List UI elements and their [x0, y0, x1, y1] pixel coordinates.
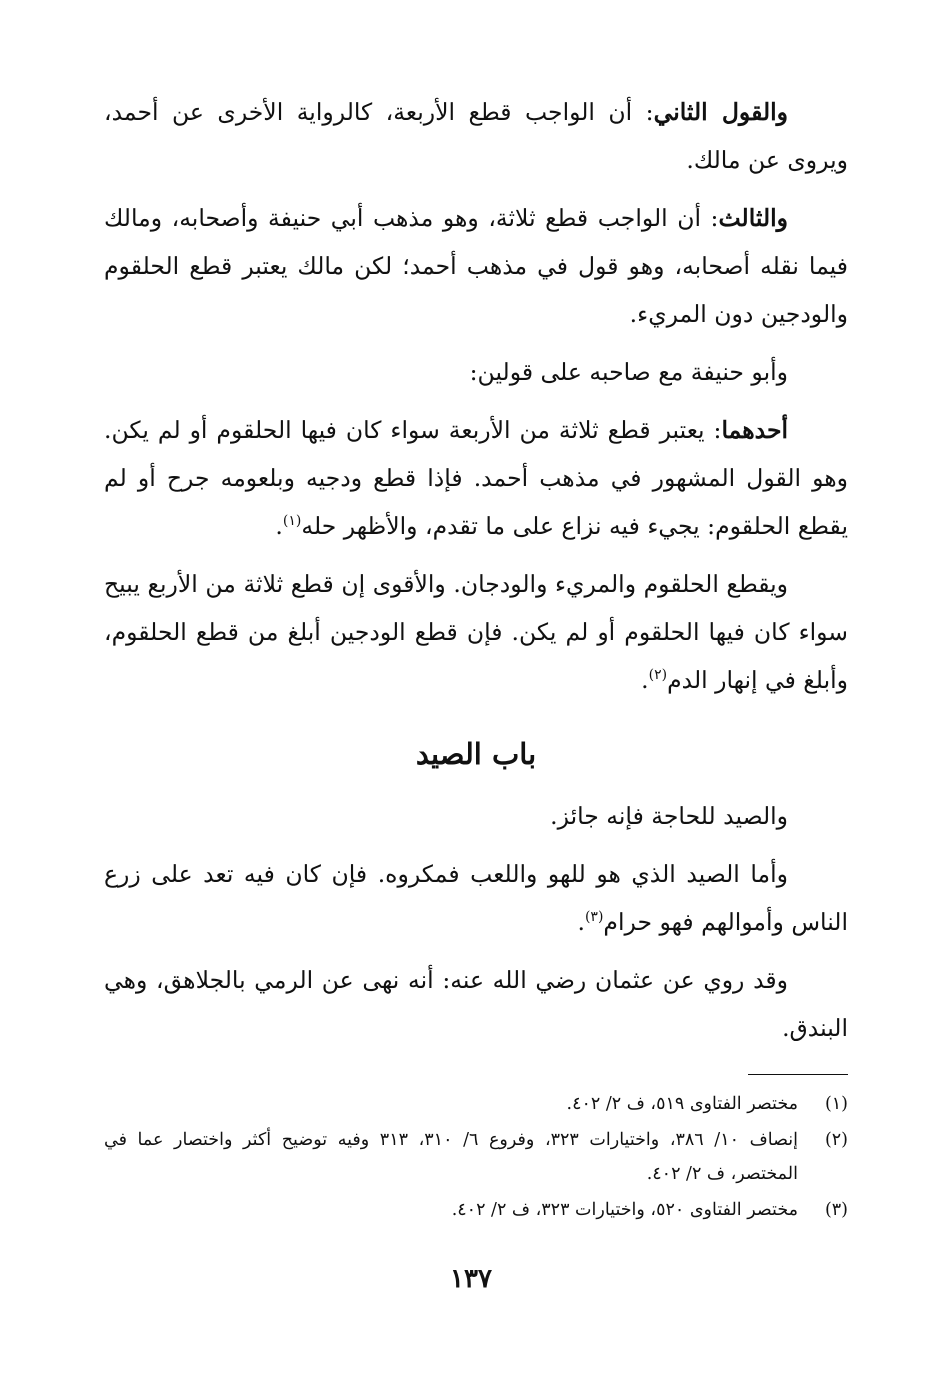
footnote-number: (٢)	[824, 1130, 848, 1150]
paragraph-tail: .	[577, 908, 585, 936]
paragraph-hunting-need	[104, 792, 848, 840]
footnote-ref-2[interactable]: (٢)	[648, 667, 668, 684]
paragraph-abu-hanifa	[104, 348, 848, 396]
footnote-ref-3[interactable]: (٣)	[584, 909, 604, 926]
paragraph-lead: أحدهما	[721, 416, 788, 444]
footnote-text: إنصاف ١٠/ ٣٨٦، واختيارات ٣٢٣، وفروع ٦/ ٣١٠، ٣١٣ وفيه توضيح أكثر واختصار عما في المختصر، ف ٢/ ٤٠٢.	[104, 1130, 799, 1184]
footnote-text: مختصر الفتاوى ٥١٩، ف ٢/ ٤٠٢.	[566, 1094, 798, 1114]
paragraph-body: : أن الواجب قطع الأربعة، كالرواية الأخرى عن أحمد، ويروى عن مالك.	[104, 98, 848, 174]
footnote-text: مختصر الفتاوى ٥٢٠، واختيارات ٣٢٣، ف ٢/ ٤٠٢.	[451, 1200, 798, 1220]
paragraph-uthman	[104, 956, 848, 1052]
page-number: ١٣٧	[450, 1264, 492, 1294]
paragraph-hunting-play	[104, 850, 848, 946]
footnote-number: (١)	[824, 1094, 848, 1114]
paragraph-tail: .	[641, 666, 649, 694]
footnote-1	[104, 1087, 848, 1121]
paragraph-body: وقد روي عن عثمان رضي الله عنه: أنه نهى عن الرمي بالجلاهق، وهي البندق.	[104, 966, 848, 1042]
footnote-ref-1[interactable]: (١)	[282, 513, 302, 530]
footnote-3	[104, 1193, 848, 1227]
book-page	[104, 88, 848, 1348]
paragraph-tail: .	[275, 512, 283, 540]
paragraph-third-opinion	[104, 194, 848, 338]
section-title: باب الصيد	[415, 737, 537, 771]
footnote-divider	[748, 1074, 848, 1075]
paragraph-second-opinion	[104, 88, 848, 184]
paragraph-body: ويقطع الحلقوم والمريء والودجان. والأقوى إن قطع ثلاثة من الأربع يبيح سواء كان فيها الحلقوم أو لم يكن. فإن قطع الودجين أبلغ من قطع الحلقوم، وأبلغ في إنهار الدم	[104, 570, 848, 694]
paragraph-body: والصيد للحاجة فإنه جائز.	[550, 802, 788, 830]
paragraph-body: وأبو حنيفة مع صاحبه على قولين:	[469, 358, 788, 386]
paragraph-lead: والقول الثاني	[653, 98, 789, 126]
footnote-number: (٣)	[824, 1200, 848, 1220]
paragraph-body: : يعتبر قطع ثلاثة من الأربعة سواء كان فيها الحلقوم أو لم يكن. وهو القول المشهور في مذهب أحمد. فإذا قطع ودجيه وبلعومه جرح أو لم يقطع الحلقوم: يجيء فيه نزاع على ما تقدم، والأظهر حله	[104, 416, 848, 540]
paragraph-body: وأما الصيد الذي هو للهو واللعب فمكروه. فإن كان فيه تعد على زرع الناس وأموالهم فهو حرام	[104, 860, 848, 936]
footnote-2	[104, 1123, 848, 1191]
paragraph-cutting	[104, 560, 848, 704]
paragraph-first-of-two	[104, 406, 848, 550]
paragraph-body: : أن الواجب قطع ثلاثة، وهو مذهب أبي حنيفة وأصحابه، ومالك فيما نقله أصحابه، وهو قول في مذهب أحمد؛ لكن مالك يعتبر قطع الحلقوم والودجين دون المريء.	[104, 204, 848, 328]
paragraph-lead: والثالث	[718, 204, 788, 232]
